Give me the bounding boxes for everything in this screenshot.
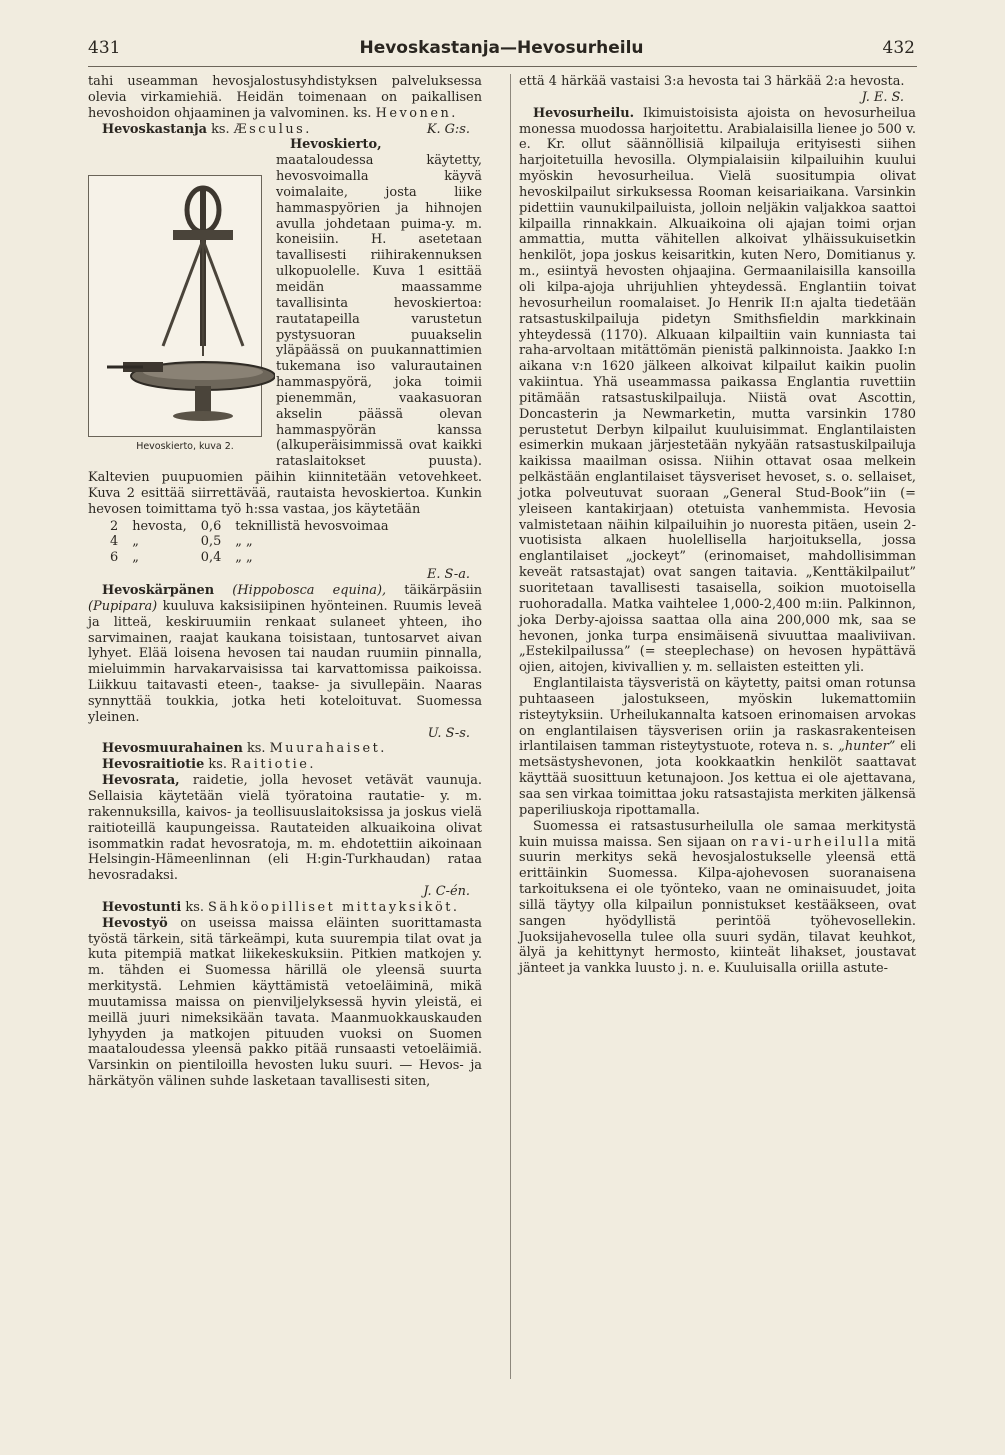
horsepower-table <box>110 519 403 567</box>
left-column <box>88 74 482 1090</box>
entry-hevoskastanja: Hevoskastanja ks. Æsculus. <box>102 121 312 137</box>
cross-reference: Sähköopilliset mittayksiköt. <box>208 899 460 915</box>
table-row: 2 hevosta, 0,6 teknillistä hevosvoimaa <box>110 518 389 534</box>
entry-hevosmuurahainen: Hevosmuurahainen ks. Muurahaiset. <box>102 741 387 757</box>
horse-gin-figure <box>88 175 268 455</box>
right-column <box>519 74 916 977</box>
headword: Hevosraitiotie <box>102 757 205 773</box>
headword: Hevosrata, <box>102 773 180 789</box>
cross-reference: Æsculus. <box>233 121 312 137</box>
page-header <box>88 38 915 62</box>
table-row: 4 „ 0,5 „ „ <box>110 534 253 550</box>
entry-hevostyo: Hevostyö on useissa maissa eläinten suorittamasta työstä tärkein, sitä tärkeämpi, kuta suurempia tilat ovat ja kuta pitempiä matkat liikekeskuksiin. Pitkien matkojen y. m. tähden ei Suomessa härillä ole yleensä suurta merkitystä. Lehmien käyttämistä vetoeläiminä, mikä muutamissa maissa on pienviljelyksessä hyvin yleistä, ei meillä juuri nimeksikään tavata. Maanmuokkauskauden lyhyyden ja matkojen pituuden vuoksi on Suomen maataloudessa yleensä pakko pitää runsaasti vetoeläimiä. Varsinkin on pientiloilla hevosten luku suuri. — Hevos- ja härkätyön välinen suhde lasketaan tavallisesti siten, <box>88 915 482 1090</box>
headword: Hevostyö <box>102 915 168 931</box>
page-number-right: 432 <box>882 38 915 58</box>
paragraph: Englantilaista täysveristä on käytetty, paitsi oman rotunsa puhtaaseen jalostukseen, myöskin lukemattomiin risteytyksiin. Urheilukannalta katsoen erinomaisen arvokas on englantilaisen täysverisen oriin ja raskasrakenteisen irlantilaisen tamman risteytystuote, roteva n. s. „hunter” eli metsästyshevonen, jota kookkaatkin henkilöt saattavat käyttää suosittuun ketunajoon. Jos kettua ei ole ajettavana, saa sen virkaa toimittaa joku ratsastajista merkiten jälkensä paperiliuskoja ripottamalla. <box>519 676 916 818</box>
page-number-left: 431 <box>88 38 121 58</box>
entry-continuation: tahi useamman hevosjalostusyhdistyksen palveluksessa olevia virkamiehiä. Heidän toimenaan on paikallisen hevoshoidon ohjaaminen ja valvominen. ks. Hevonen. K. G:s. <box>88 74 482 137</box>
author-signature: J. E. S. <box>861 89 904 105</box>
headword: Hevoskastanja <box>102 121 207 137</box>
entry-hevostunti: Hevostunti ks. Sähköopilliset mittayksiköt. <box>102 899 460 915</box>
table-row: 6 „ 0,4 „ „ <box>110 550 253 566</box>
figure-caption: Hevoskierto, kuva 2. <box>136 441 234 453</box>
headword: Hevoskierto, <box>290 137 382 153</box>
headword: Hevostunti <box>102 899 182 915</box>
cross-reference: Muurahaiset. <box>269 741 387 757</box>
running-title: Hevoskastanja—Hevosurheilu <box>359 38 644 58</box>
entry-hevosraitiotie: Hevosraitiotie ks. Raitiotie. <box>102 757 316 773</box>
entry-hevoskierto: Hevoskierto, Hevoskierto, kuva 2. maataloudessa käytetty, hevosvoimalla käyvä voimalaite, josta liike hammaspyörien ja hihnojen avulla johdetaan puima-y. m. koneisiin. H. asetetaan tavallisesti riihirakennuksen ulkopuolelle. Kuva 1 esittää meidän maassamme tavallisinta hevoskiertoa: rautatapeilla varustetun pystysuoran puuakselin yläpäässä on puukannattimien tukemana iso valurautainen hammaspyörä, joka toimii pienemmän, vaakasuoran akselin päässä olevan hammaspyörän kanssa (alkuperäisimmissä ovat kaikki rataslaitokset puusta). Kaltevien puupuomien päihin kiinnitetään vetovehkeet. Kuva 2 esittää siirrettävää, rautaista hevoskiertoa. Kunkin hevosen toimittama työ h:ssa vastaa, jos käytetään <box>88 137 482 517</box>
author-signature: U. S-s. <box>427 725 470 741</box>
header-rule <box>88 66 917 67</box>
entry-continuation: että 4 härkää vastaisi 3:a hevosta tai 3 härkää 2:a hevosta. <box>519 74 905 89</box>
figure-frame <box>88 175 262 437</box>
entry-hevoskarpanen: Hevoskärpänen (Hippobosca equina), täikärpäsiin (Pupipara) kuuluva kaksisiipinen hyönteinen. Ruumis leveä ja litteä, keskiruumiin renkaat sulaneet yhteen, iho sarvimainen, raajat kaukana toisistaan, tuntosarvet aivan lyhyet. Elää loisena hevosen tai naudan ruumiin pinnalla, mieluimmin harvakarvaisissa tai karvattomissa paikoissa. Liikkuu taitavasti eteen-, taakse- ja sivullepäin. Naaras synnyttää toukkia, jotka heti koteloituvat. Suomessa yleinen. <box>88 583 482 725</box>
entry-hevosrata: Hevosrata, raidetie, jolla hevoset vetävät vaunuja. Sellaisia käytetään vielä työratoina rautatie- y. m. rakennuksilla, kaivos- ja teollisuuslaitoksissa ja joskus vielä raitioteillä kaupungeissa. Rautateiden alkuaikoina olivat isommatkin radat hevosratoja, m. m. ehdotettiin aikoinaan Helsingin-Hämeenlinnan (eli H:gin-Turkhaudan) rataa hevosradaksi. <box>88 773 482 884</box>
entry-hevosurheilu: Hevosurheilu. Ikimuistoisista ajoista on hevosurheilua monessa muodossa harjoitettu. Arabialaisilla lienee jo 500 v. e. Kr. ollut säännöllisiä kilpailuja erityisesti siihen harjoitetuilla hevosilla. Olympialaisiin kilpailuihin kuului myöskin hevosurheilua. Vielä suositumpia olivat hevoskilpailut sirkuksessa Rooman keisariaikana. Varsinkin pidettiin vaunukilpailuista, jolloin neljäkin valjakkoa saattoi kilpailla rinnakkain. Alkuaikoina oli ajajan toimi orjan ammattia, mutta vähitellen alkoivat ylhäissukuisetkin henkilöt, jopa joskus keisaritkin, kuten Nero, Domitianus y. m., esiintyä hevosten ohjaajina. Germaanilaisilla kansoilla oli kilpa-ajoja uhrijuhlien yhteydessä. Englantiin toivat hevosurheilun roomalaiset. Jo Henrik II:n ajalta tiedetään ratsastuskilpailuja pidetyn Smithsfieldin markkinain yhteydessä (1170). Alkuaan kilpailtiin vain kunniasta tai raha-arvoltaan mitättömän pienistä palkinnoista. Jaakko I:n aikana v:n 1620 jälkeen alkoivat kilpailut kaikin puolin vakiintua. Yhä useammassa paikassa Englantia ruvettiin pitämään ratsastuskilpailuja. Niistä ovat Ascottin, Doncasterin ja Newmarketin, mutta varsinkin 1780 perustetut Derbyn kilpailut kuuluisimmat. Englantilaisten esimerkin mukaan järjestetään nykyään ratsastuskilpailuja kaikissa maailman osissa. Niihin ottavat osaa melkein pelkästään englantilaiset täysveriset hevoset, s. o. sellaiset, jotka polveutuvat suoraan „General Stud-Book”iin (= yleiseen kantakirjaan) otetuista vanhemmista. Hevosia valmistetaan näihin kilpailuihin jo nuoresta pitäen, usein 2-vuotisista alkaen huolellisella harjoituksella, jossa englantilaiset „jockeyt” (erinomaiset, mahdollisimman keveät ratsastajat) ovat sangen taitavia. „Kenttäkilpailut” suoritetaan tavallisesti tasaisella, soikion muotoisella ruohoradalla. Matka vaihtelee 1,000-2,400 m:iin. Palkinnon, joka Derby-ajoissa saattaa olla aina 200,000 mk, saa se hevonen, jonka turpa ensimäisenä sivuuttaa maaliviivan. „Estekilpailussa” (= steeplechase) on hevosen hypättävä ojien, aitojen, kivivallien y. m. sellaisten esteitten yli. <box>519 105 916 676</box>
column-divider <box>510 74 511 1379</box>
headword: Hevosurheilu. <box>533 105 635 121</box>
author-signature: E. S-a. <box>426 567 470 583</box>
paragraph: Suomessa ei ratsastusurheilulla ole samaa merkitystä kuin muissa maissa. Sen sijaan on ravi-urheilulla mitä suurin merkitys sekä hevosjalostukselle yleensä että erittäinkin Suomessa. Kilpa-ajohevosen suoranaisena tarkoituksena ei ole työnteko, vaan ne ominaisuudet, joita sillä täytyy olla kilpailun ponnistukset kestääkseen, ovat sangen hyödyllistä perintöä työhevosellekin. Juoksijahevosella tulee olla suuri sydän, tilavat keuhkot, älyä ja kehittynyt hermosto, kiinteät lihakset, joustavat jänteet ja vankka luusto j. n. e. Kuuluisalla oriilla astute- <box>519 818 916 977</box>
author-signature: J. C-én. <box>423 884 470 900</box>
headword: Hevosmuurahainen <box>102 741 243 757</box>
horse-gin-illustration <box>103 176 275 436</box>
cross-reference: Raitiotie. <box>231 757 316 773</box>
headword: Hevoskärpänen <box>102 583 215 598</box>
